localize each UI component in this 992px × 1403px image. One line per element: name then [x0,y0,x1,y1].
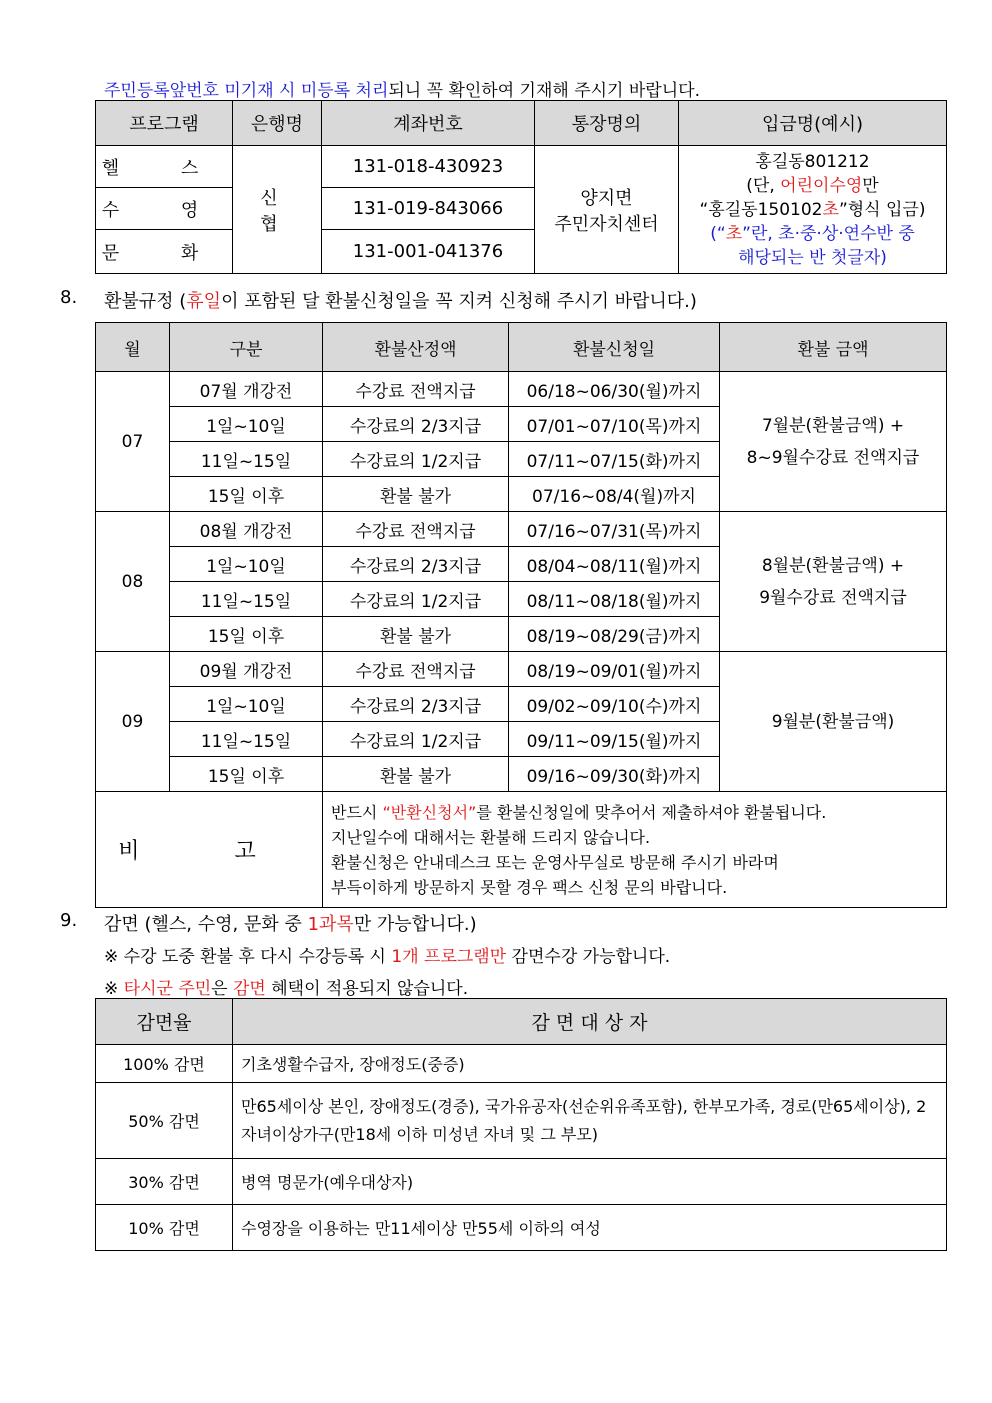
discount-table [95,998,947,1251]
account-owner [535,146,679,274]
category-cell: 1일~10일 [170,407,323,442]
section-9-note-1: ※ 수강 도중 환불 후 다시 수강등록 시 1개 프로그램만 감면수강 가능합니다. [104,947,671,967]
header-program: 프로그램 [96,101,233,146]
account-swim: 131-019-843066 [322,188,535,230]
example-line-3: “홍길동150102초”형식 입금) [699,199,926,220]
bank-name: 신 협 [233,146,322,274]
month-cell: 07 [96,372,170,512]
program-health: 헬 스 [96,146,233,188]
remarks-line-3: 환불신청은 안내데스크 또는 운영사무실로 방문해 주시기 바라며 [331,852,779,872]
date-cell: 08/19~08/29(금)까지 [509,617,720,652]
category-cell: 11일~15일 [170,442,323,477]
category-cell: 09월 개강전 [170,652,323,687]
account-culture: 131-001-041376 [322,230,535,274]
header-month: 월 [96,323,170,372]
date-cell: 07/11~07/15(화)까지 [509,442,720,477]
category-cell: 11일~15일 [170,582,323,617]
calc-cell: 수강료 전액지급 [323,372,509,407]
month-cell: 09 [96,652,170,792]
header-account: 계좌번호 [322,101,535,146]
header-owner: 통장명의 [535,101,679,146]
discount-rate: 100% 감면 [96,1045,233,1083]
amount-cell: 9월분(환불금액) [720,652,947,792]
example-line-5: 해당되는 반 첫글자) [738,247,887,268]
date-cell: 07/16~08/4(월)까지 [509,477,720,512]
discount-target: 수영장을 이용하는 만11세이상 만55세 이하의 여성 [233,1205,947,1251]
category-cell: 11일~15일 [170,722,323,757]
remarks-line-1: 반드시 “반환신청서”를 환불신청일에 맞추어서 제출하셔야 환불됩니다. [331,802,827,822]
date-cell: 08/11~08/18(월)까지 [509,582,720,617]
calc-cell: 수강료의 2/3지급 [323,407,509,442]
calc-cell: 수강료의 1/2지급 [323,442,509,477]
discount-target: 만65세이상 본인, 장애정도(경증), 국가유공자(선순위유족포함), 한부모가족, 경로(만65세이상), 2자녀이상가구(만18세 이하 미성년 자녀 및 그 부모) [233,1083,947,1159]
remarks-text [323,792,947,908]
owner-line-1: 양지면 [580,187,633,209]
bank-account-table [95,100,947,274]
calc-cell: 수강료의 2/3지급 [323,547,509,582]
category-cell: 15일 이후 [170,617,323,652]
account-health: 131-018-430923 [322,146,535,188]
calc-cell: 수강료의 2/3지급 [323,687,509,722]
section-8-number: 8. [60,287,78,308]
remarks-line-2: 지난일수에 대해서는 환불해 드리지 않습니다. [331,827,651,847]
calc-cell: 환불 불가 [323,757,509,792]
header-refund-date: 환불신청일 [509,323,720,372]
header-bank: 은행명 [233,101,322,146]
section-9-note-2: ※ 타시군 주민은 감면 혜택이 적용되지 않습니다. [104,979,469,999]
calc-cell: 환불 불가 [323,617,509,652]
section-9-title: 감면 (헬스, 수영, 문화 중 1과목만 가능합니다.) [104,914,477,935]
calc-cell: 환불 불가 [323,477,509,512]
calc-cell: 수강료 전액지급 [323,652,509,687]
date-cell: 09/02~09/10(수)까지 [509,687,720,722]
date-cell: 09/11~09/15(월)까지 [509,722,720,757]
header-refund-calc: 환불산정액 [323,323,509,372]
date-cell: 07/01~07/10(목)까지 [509,407,720,442]
discount-rate: 10% 감면 [96,1205,233,1251]
refund-table [95,322,947,908]
calc-cell: 수강료의 1/2지급 [323,722,509,757]
program-culture: 문 화 [96,230,233,274]
category-cell: 1일~10일 [170,547,323,582]
date-cell: 08/19~09/01(월)까지 [509,652,720,687]
remarks-line-4: 부득이하게 방문하지 못할 경우 팩스 신청 문의 바랍니다. [331,877,728,897]
intro-warning: 주민등록앞번호 미기재 시 미등록 처리 [104,81,389,101]
header-deposit-name: 입금명(예시) [679,101,947,146]
discount-rate: 30% 감면 [96,1159,233,1205]
date-cell: 07/16~07/31(목)까지 [509,512,720,547]
owner-line-2: 주민자치센터 [554,213,659,235]
example-line-4: (“초”란, 초·중·상·연수반 중 [710,223,915,244]
header-discount-rate: 감면율 [96,999,233,1045]
program-swim: 수 영 [96,188,233,230]
date-cell: 09/16~09/30(화)까지 [509,757,720,792]
date-cell: 06/18~06/30(월)까지 [509,372,720,407]
header-discount-target: 감 면 대 상 자 [233,999,947,1045]
month-cell: 08 [96,512,170,652]
remarks-label: 비 고 [96,792,323,908]
category-cell: 1일~10일 [170,687,323,722]
calc-cell: 수강료 전액지급 [323,512,509,547]
category-cell: 15일 이후 [170,757,323,792]
intro-notice [104,76,700,101]
category-cell: 07월 개강전 [170,372,323,407]
header-category: 구분 [170,323,323,372]
section-9-number: 9. [60,910,78,931]
deposit-example [679,146,947,274]
discount-target: 기초생활수급자, 장애정도(중증) [233,1045,947,1083]
section-8-title: 환불규정 (휴일이 포함된 달 환불신청일을 꼭 지켜 신청해 주시기 바랍니다.) [104,291,697,312]
intro-rest: 되니 꼭 확인하여 기재해 주시기 바랍니다. [388,81,700,101]
date-cell: 08/04~08/11(월)까지 [509,547,720,582]
example-line-1: 홍길동801212 [755,151,870,172]
amount-cell: 7월분(환불금액) + 8~9월수강료 전액지급 [720,372,947,512]
discount-target: 병역 명문가(예우대상자) [233,1159,947,1205]
category-cell: 08월 개강전 [170,512,323,547]
example-line-2: (단, 어린이수영만 [746,175,879,196]
amount-cell: 8월분(환불금액) + 9월수강료 전액지급 [720,512,947,652]
header-refund-amount: 환불 금액 [720,323,947,372]
category-cell: 15일 이후 [170,477,323,512]
discount-rate: 50% 감면 [96,1083,233,1159]
calc-cell: 수강료의 1/2지급 [323,582,509,617]
